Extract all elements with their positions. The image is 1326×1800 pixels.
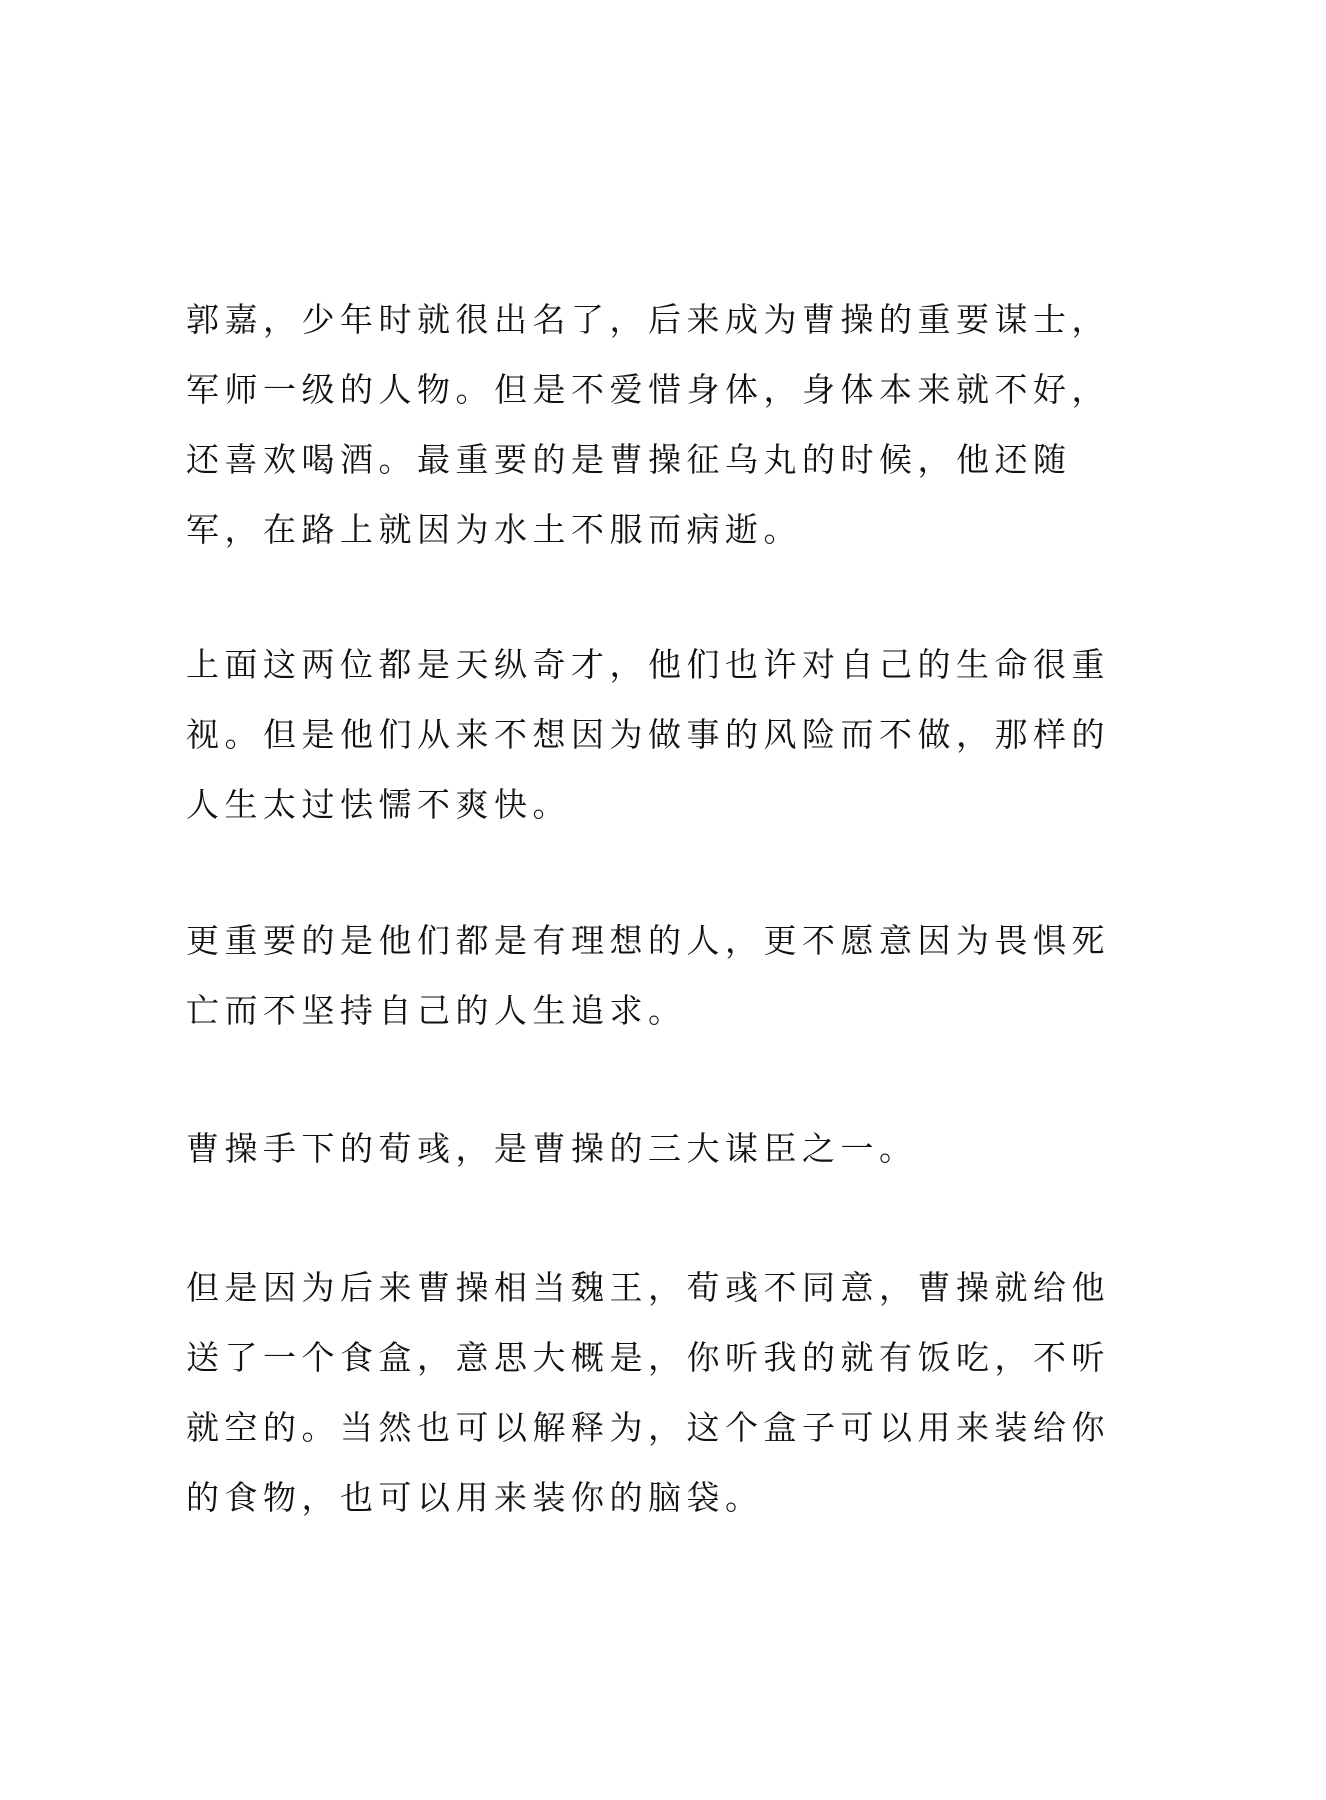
paragraph-food-box: 但是因为后来曹操相当魏王，荀彧不同意，曹操就给他送了一个食盒，意思大概是，你听我的就有饭吃，不听就空的。当然也可以解释为，这个盒子可以用来装给你的食物，也可以用来装你的脑袋。 (186, 1268, 1110, 1517)
paragraph-xun-yu-intro: 曹操手下的荀彧，是曹操的三大谋臣之一。 (186, 1129, 918, 1168)
paragraph-talents: 上面这两位都是天纵奇才，他们也许对自己的生命很重视。但是他们从来不想因为做事的风险而不做，那样的人生太过怯懦不爽快。 (186, 645, 1110, 824)
paragraph-guo-jia: 郭嘉，少年时就很出名了，后来成为曹操的重要谋士，军师一级的人物。但是不爱惜身体，身体本来就不好，还喜欢喝酒。最重要的是曹操征乌丸的时候，他还随军，在路上就因为水土不服而病逝。 (186, 300, 1110, 549)
paragraph-ideals: 更重要的是他们都是有理想的人，更不愿意因为畏惧死亡而不坚持自己的人生追求。 (186, 921, 1110, 1030)
